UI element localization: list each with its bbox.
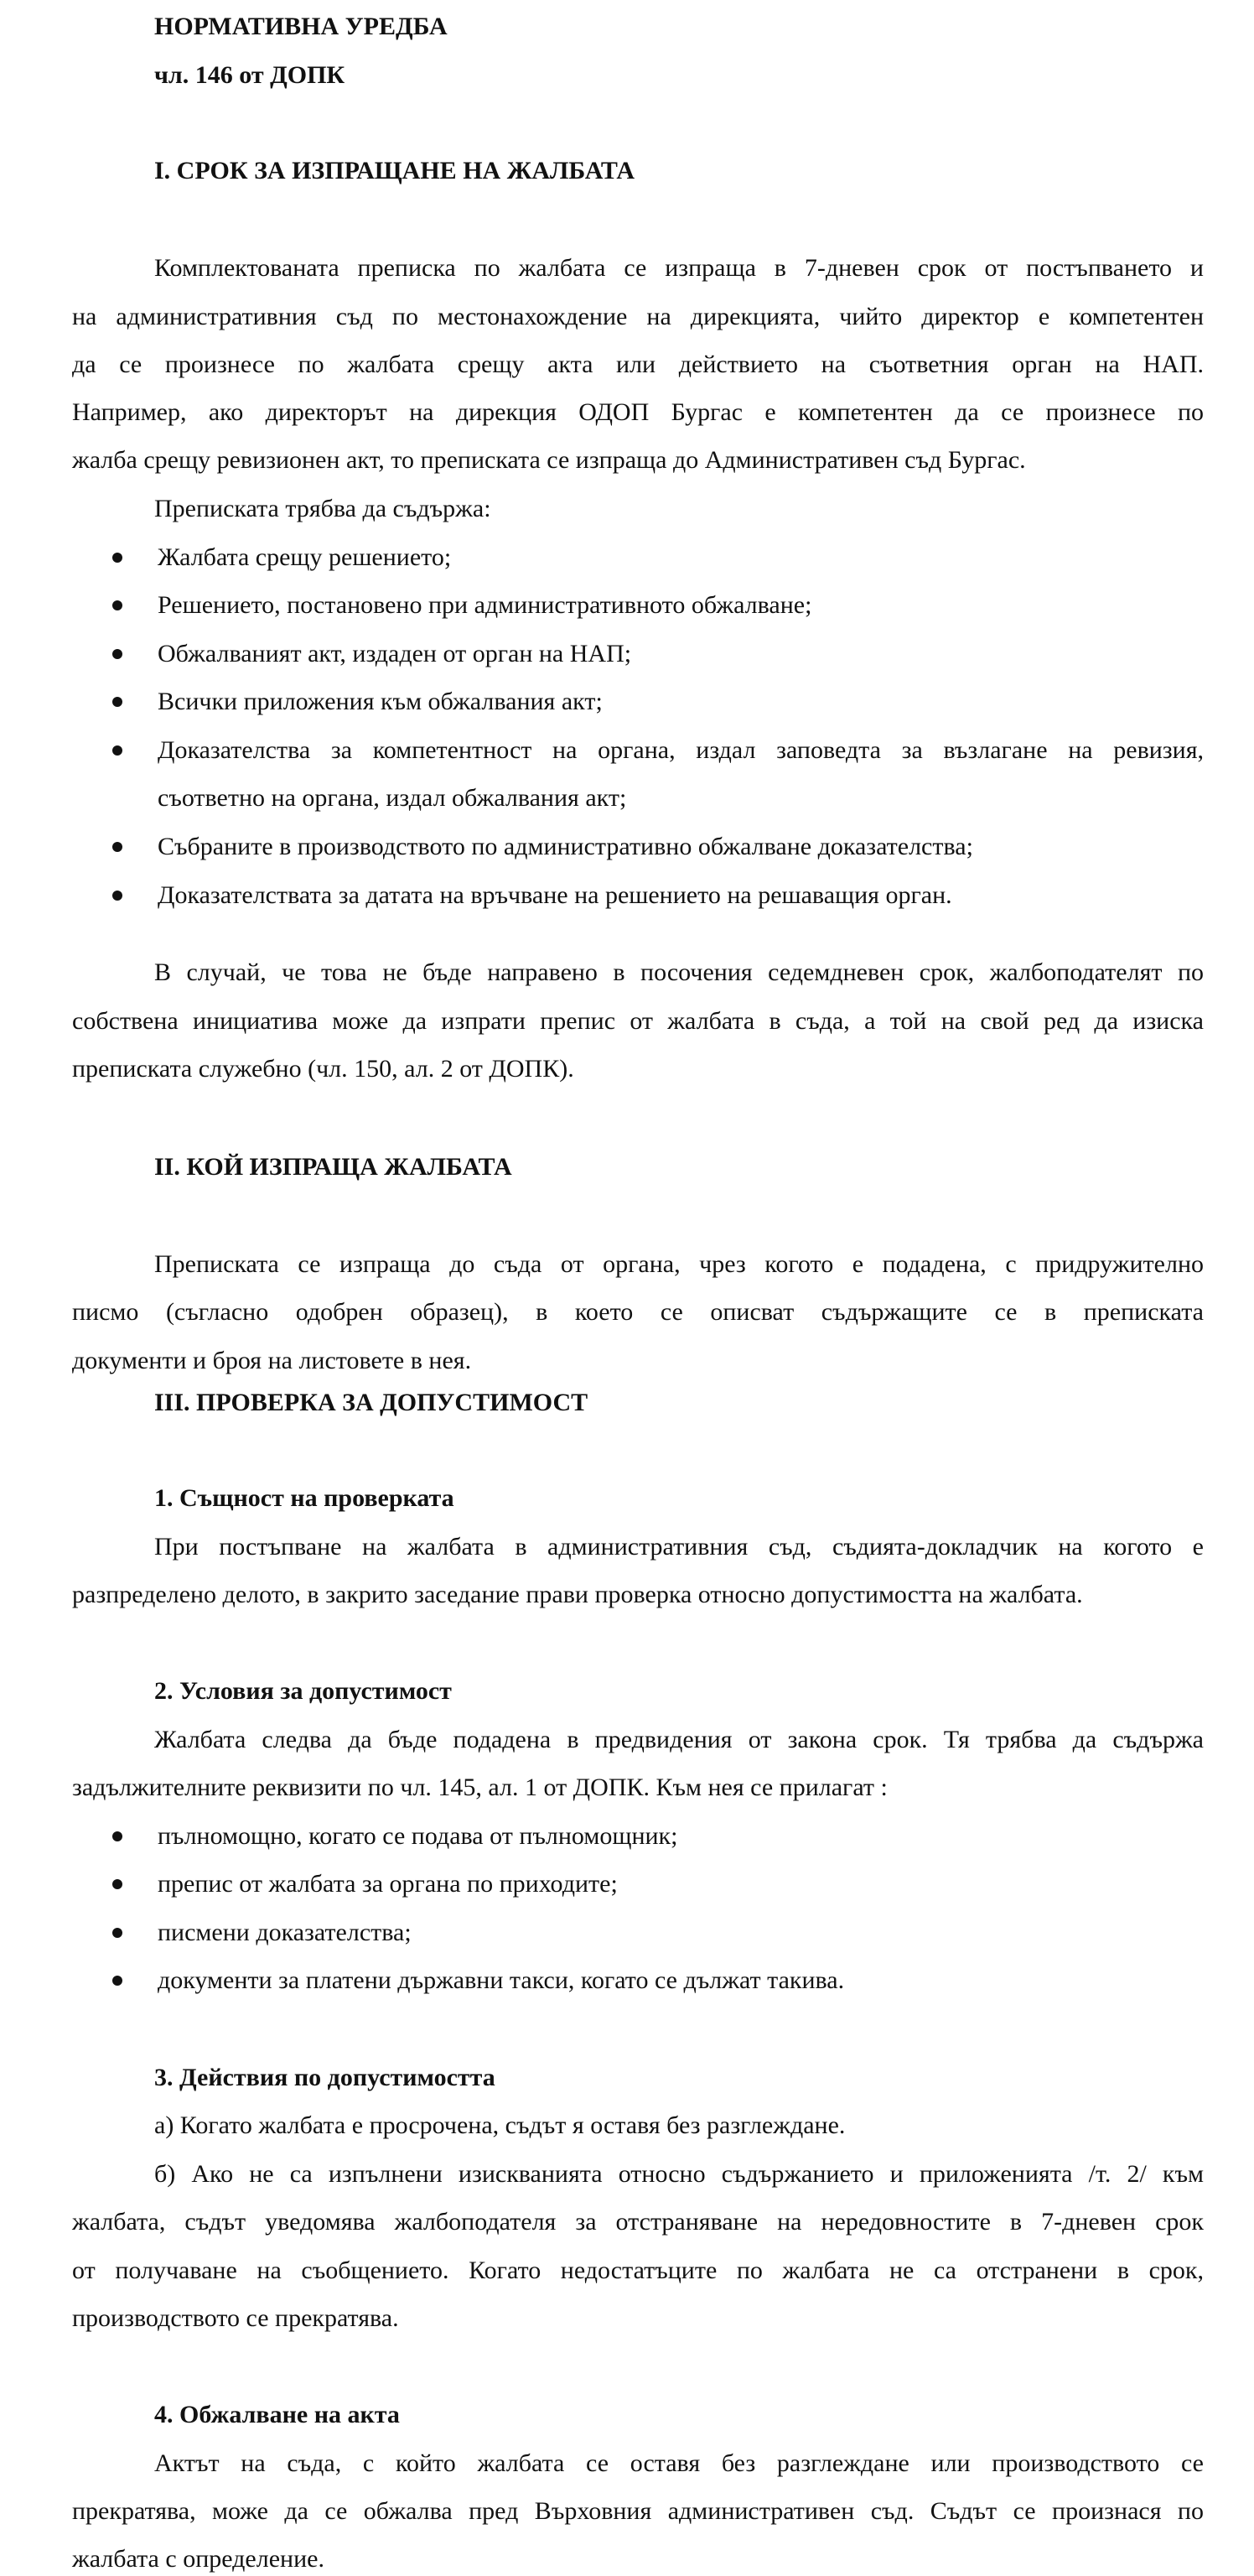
bullet-icon [112, 649, 122, 659]
section-1-heading: I. СРОК ЗА ИЗПРАЩАНЕ НА ЖАЛБАТА [154, 157, 635, 184]
section-1-para2-line: преписката служебно (чл. 150, ал. 2 от ДОПК). [72, 1055, 574, 1083]
section-1-list-intro: Преписката трябва да съдържа: [154, 495, 491, 522]
subsection-3-para-b-line: жалбата, съдът уведомява жалбоподателя за отстраняване на нередовностите в 7-дневен срок [72, 2208, 1204, 2236]
subsection-2-list-item: писмени доказателства; [158, 1919, 412, 1946]
section-1-para1-line: да се произнесе по жалбата срещу акта или действието на съответния орган на НАП. [72, 351, 1204, 378]
section-1-para1-line: Например, ако директорът на дирекция ОДОП Бургас е компетентен да се произнесе по [72, 398, 1204, 426]
section-1-list-item: Решението, постановено при административното обжалване; [158, 591, 812, 619]
section-1-para2-line: В случай, че това не бъде направено в посочения седемдневен срок, жалбоподателят по [154, 958, 1204, 986]
subsection-1-para-line: При постъпване на жалбата в административния съд, съдията-докладчик на когото е [154, 1533, 1204, 1561]
section-1-para2-line: собствена инициатива може да изпрати препис от жалбата в съда, а той на свой ред да изиска [72, 1007, 1204, 1035]
bullet-icon [112, 600, 122, 610]
subsection-3-para-b-line: производството се прекратява. [72, 2304, 399, 2332]
subsection-3-para-b-line: от получаване на съобщението. Когато недостатъците по жалбата не са отстранени в срок, [72, 2257, 1204, 2284]
section-2-para-line: документи и броя на листовете в нея. [72, 1347, 472, 1374]
bullet-icon [112, 1928, 122, 1938]
subsection-2-para-line: Жалбата следва да бъде подадена в предвидения от закона срок. Тя трябва да съдържа [154, 1726, 1204, 1753]
section-1-list-item: Събраните в производството по административно обжалване доказателства; [158, 833, 973, 860]
subsection-4-para-line: жалбата с определение. [72, 2545, 324, 2573]
subsection-2-list-item: документи за платени държавни такси, когато се дължат такива. [158, 1966, 845, 1994]
section-1-list-item: Доказателства за компетентност на органа, издал заповедта за възлагане на ревизия, [158, 736, 1204, 764]
subsection-2-para-line: задължителните реквизити по чл. 145, ал. 1 от ДОПК. Към нея се прилагат : [72, 1774, 888, 1801]
subsection-2-list-item: пълномощно, когато се подава от пълномощник; [158, 1822, 678, 1850]
section-3-heading: III. ПРОВЕРКА ЗА ДОПУСТИМОСТ [154, 1389, 588, 1416]
subsection-4-para-line: прекратява, може да се обжалва пред Върховния административен съд. Съдът се произнася по [72, 2497, 1204, 2525]
section-1-list-item: Обжалваният акт, издаден от орган на НАП; [158, 640, 632, 667]
document-subtitle: чл. 146 от ДОПК [154, 61, 345, 89]
bullet-icon [112, 891, 122, 901]
subsection-2-heading: 2. Условия за допустимост [154, 1677, 452, 1705]
bullet-icon [112, 842, 122, 852]
section-2-para-line: писмо (съгласно одобрен образец), в което се описват съдържащите се в преписката [72, 1298, 1204, 1326]
section-1-list-item: Доказателствата за датата на връчване на решението на решаващия орган. [158, 881, 952, 909]
bullet-icon [112, 1976, 122, 1986]
section-1-para1-line: жалба срещу ревизионен акт, то преписката се изпраща до Административен съд Бургас. [72, 446, 1026, 474]
subsection-4-para-line: Актът на съда, с който жалбата се оставя без разглеждане или производството се [154, 2449, 1204, 2477]
bullet-icon [112, 697, 122, 707]
section-1-para1-line: на административния съд по местонахождение на дирекцията, чийто директор е компетентен [72, 303, 1204, 330]
bullet-icon [112, 1831, 122, 1841]
bullet-icon [112, 553, 122, 563]
section-1-list-item: Жалбата срещу решението; [158, 543, 452, 571]
subsection-1-para-line: разпределено делото, в закрито заседание прави проверка относно допустимостта на жалбата. [72, 1581, 1083, 1608]
subsection-3-para-b-line: б) Ако не са изпълнени изискванията относно съдържанието и приложенията /т. 2/ към [154, 2160, 1204, 2188]
bullet-icon [112, 1879, 122, 1889]
subsection-3-heading: 3. Действия по допустимостта [154, 2064, 495, 2091]
document-title: НОРМАТИВНА УРЕДБА [154, 13, 448, 40]
section-2-para-line: Преписката се изпраща до съда от органа, чрез когото е подадена, с придружително [154, 1250, 1204, 1278]
subsection-3-para-a: а) Когато жалбата е просрочена, съдът я оставя без разглеждане. [154, 2111, 846, 2139]
section-1-para1-line: Комплектованата преписка по жалбата се изпраща в 7-дневен срок от постъпването и [154, 254, 1204, 282]
bullet-icon [112, 745, 122, 756]
section-1-list-item-continuation: съответно на органа, издал обжалвания акт; [158, 784, 627, 812]
section-2-heading: II. КОЙ ИЗПРАЩА ЖАЛБАТА [154, 1153, 512, 1181]
subsection-1-heading: 1. Същност на проверката [154, 1484, 454, 1512]
subsection-4-heading: 4. Обжалване на акта [154, 2401, 400, 2428]
section-1-list-item: Всички приложения към обжалвания акт; [158, 688, 603, 715]
subsection-2-list-item: препис от жалбата за органа по приходите; [158, 1870, 618, 1898]
